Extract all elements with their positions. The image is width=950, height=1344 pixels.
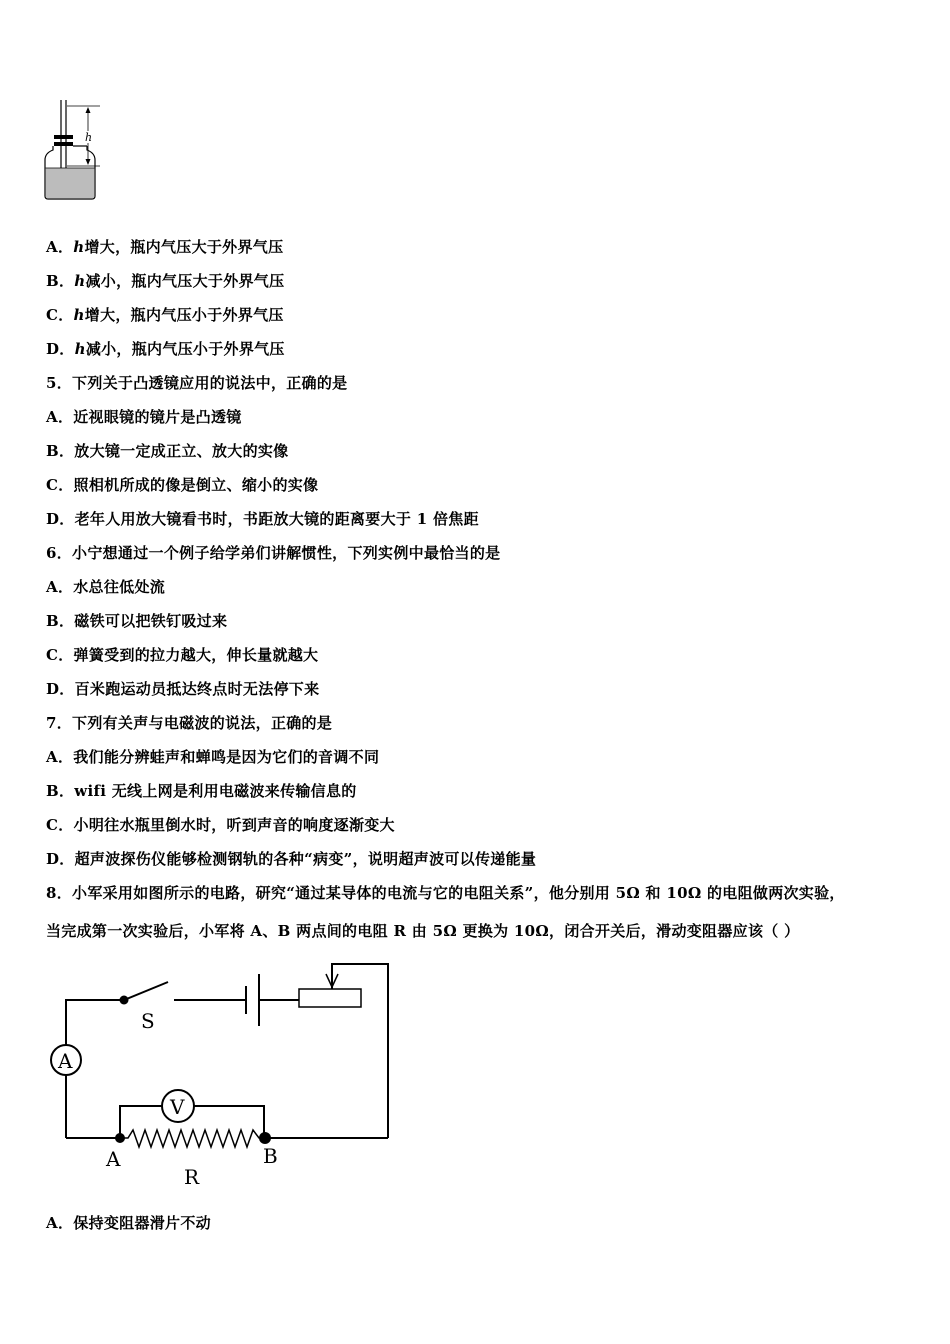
q5-stem: 5．下列关于凸透镜应用的说法中，正确的是 [46, 374, 348, 392]
q6-stem: 6．小宁想通过一个例子给学弟们讲解惯性，下列实例中最恰当的是 [46, 544, 501, 562]
resistor-label: R [184, 1165, 200, 1189]
q8-stem-line2: 当完成第一次实验后，小军将 A、B 两点间的电阻 R 由 5Ω 更换为 10Ω，闭合开关后，滑动变阻器应该（ ） [46, 922, 800, 940]
q4-option-c: C．h增大，瓶内气压小于外界气压 [46, 306, 284, 324]
q8-option-a: A．保持变阻器滑片不动 [46, 1214, 211, 1232]
q7-option-a: A．我们能分辨蛙声和蝉鸣是因为它们的音调不同 [46, 748, 380, 766]
q6-option-c: C．弹簧受到的拉力越大，伸长量就越大 [46, 646, 319, 664]
q6-option-b: B．磁铁可以把铁钉吸过来 [46, 612, 228, 630]
q7-option-d: D．超声波探伤仪能够检测钢轨的各种“病变”，说明超声波可以传递能量 [46, 850, 537, 868]
q6-option-d: D．百米跑运动员抵达终点时无法停下来 [46, 680, 320, 698]
circuit-figure [44, 958, 404, 1190]
q7-option-b: B．wifi 无线上网是利用电磁波来传输信息的 [46, 782, 357, 800]
switch-label: S [141, 1009, 155, 1033]
h-label: h [85, 131, 93, 144]
q6-option-a: A．水总往低处流 [46, 578, 166, 596]
q5-option-a: A．近视眼镜的镜片是凸透镜 [46, 408, 242, 426]
q8-stem-line1: 8．小军采用如图所示的电路，研究“通过某导体的电流与它的电阻关系”，他分别用 5Ω 和 10Ω 的电阻做两次实验， [46, 884, 845, 902]
q7-option-c: C．小明往水瓶里倒水时，听到声音的响度逐渐变大 [46, 816, 395, 834]
q5-option-d: D．老年人用放大镜看书时，书距放大镜的距离要大于 1 倍焦距 [46, 510, 479, 528]
q7-stem: 7．下列有关声与电磁波的说法，正确的是 [46, 714, 333, 732]
q4-option-b: B．h减小，瓶内气压大于外界气压 [46, 272, 285, 290]
q4-option-a: A．h增大，瓶内气压大于外界气压 [46, 238, 284, 256]
q5-option-b: B．放大镜一定成正立、放大的实像 [46, 442, 289, 460]
point-a-label: A [106, 1147, 121, 1171]
bottle-figure [40, 98, 120, 202]
point-b-label: B [263, 1144, 278, 1168]
q5-option-c: C．照相机所成的像是倒立、缩小的实像 [46, 476, 319, 494]
q4-option-d: D．h减小，瓶内气压小于外界气压 [46, 340, 285, 358]
voltmeter-label: V [170, 1095, 185, 1119]
ammeter-label: A [58, 1049, 73, 1073]
